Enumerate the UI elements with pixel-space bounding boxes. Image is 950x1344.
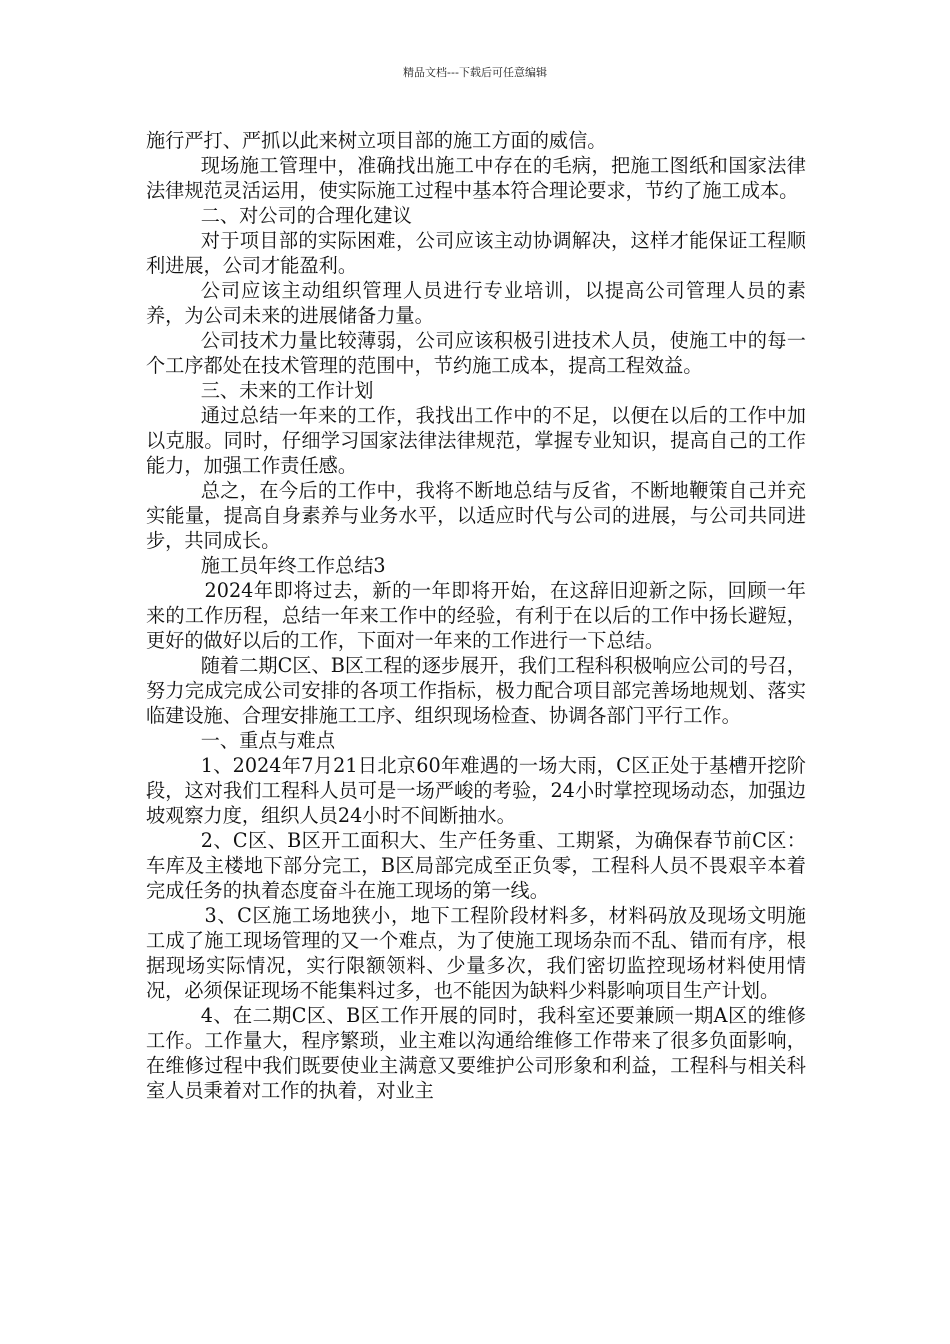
document-subtitle: 施工员年终工作总结3 bbox=[200, 554, 386, 577]
list-item: 4、在二期C区、B区工作开展的同时，我科室还要兼顾一期A区的维修工作。工作量大，程序繁琐，业主难以沟通给维修工作带来了很多负面影响，在维修过程中我们既要使业主满意又要维护公司形象和利益，工程科与相关科室人员秉着对工作的执着，对业主 bbox=[146, 1004, 806, 1102]
paragraph: 总之，在今后的工作中，我将不断地总结与反省，不断地鞭策自己并充实能量，提高自身素养与业务水平，以适应时代与公司的进展，与公司共同进步，共同成长。 bbox=[146, 479, 806, 552]
paragraph: 公司应该主动组织管理人员进行专业培训，以提高公司管理人员的素养，为公司未来的进展储备力量。 bbox=[146, 279, 806, 327]
paragraph: 施行严打、严抓以此来树立项目部的施工方面的威信。 bbox=[146, 129, 607, 152]
paragraph: 对于项目部的实际困难，公司应该主动协调解决，这样才能保证工程顺利进展，公司才能盈利。 bbox=[146, 229, 806, 277]
paragraph: 现场施工管理中，准确找出施工中存在的毛病，把施工图纸和国家法律法律规范灵活运用，使实际施工过程中基本符合理论要求，节约了施工成本。 bbox=[146, 154, 806, 202]
section-heading: 三、未来的工作计划 bbox=[200, 379, 374, 402]
document-body bbox=[146, 128, 806, 1103]
paragraph: 公司技术力量比较薄弱，公司应该积极引进技术人员，使施工中的每一个工序都处在技术管理的范围中，节约施工成本，提高工程效益。 bbox=[146, 329, 806, 377]
paragraph: 通过总结一年来的工作，我找出工作中的不足，以便在以后的工作中加以克服。同时，仔细学习国家法律法律规范，掌握专业知识，提高自己的工作能力，加强工作责任感。 bbox=[146, 404, 806, 477]
page-header: 精品文档---下载后可任意编辑 bbox=[403, 66, 547, 79]
paragraph: 随着二期C区、B区工程的逐步展开，我们工程科积极响应公司的号召，努力完成完成公司安排的各项工作指标，极力配合项目部完善场地规划、落实临建设施、合理安排施工工序、组织现场检查、协调各部门平行工作。 bbox=[146, 654, 806, 727]
section-heading: 一、重点与难点 bbox=[200, 729, 336, 752]
list-item: 2、C区、B区开工面积大、生产任务重、工期紧，为确保春节前C区：车库及主楼地下部分完工，B区局部完成至正负零，工程科人员不畏艰辛本着完成任务的执着态度奋斗在施工现场的第一线。 bbox=[146, 829, 806, 902]
paragraph: 2024年即将过去，新的一年即将开始，在这辞旧迎新之际，回顾一年来的工作历程，总结一年来工作中的经验，有利于在以后的工作中扬长避短，更好的做好以后的工作，下面对一年来的工作进行一下总结。 bbox=[146, 579, 806, 652]
list-item: 1、2024年7月21日北京60年难遇的一场大雨，C区正处于基槽开挖阶段，这对我们工程科人员可是一场严峻的考验，24小时掌控现场动态，加强边坡观察力度，组织人员24小时不间断抽水。 bbox=[146, 754, 806, 827]
section-heading: 二、对公司的合理化建议 bbox=[200, 204, 412, 227]
list-item: 3、C区施工场地狭小，地下工程阶段材料多，材料码放及现场文明施工成了施工现场管理的又一个难点，为了使施工现场杂而不乱、错而有序，根据现场实际情况，实行限额领料、少量多次，我们密切监控现场材料使用情况，必须保证现场不能集料过多，也不能因为缺料少料影响项目生产计划。 bbox=[146, 904, 806, 1002]
